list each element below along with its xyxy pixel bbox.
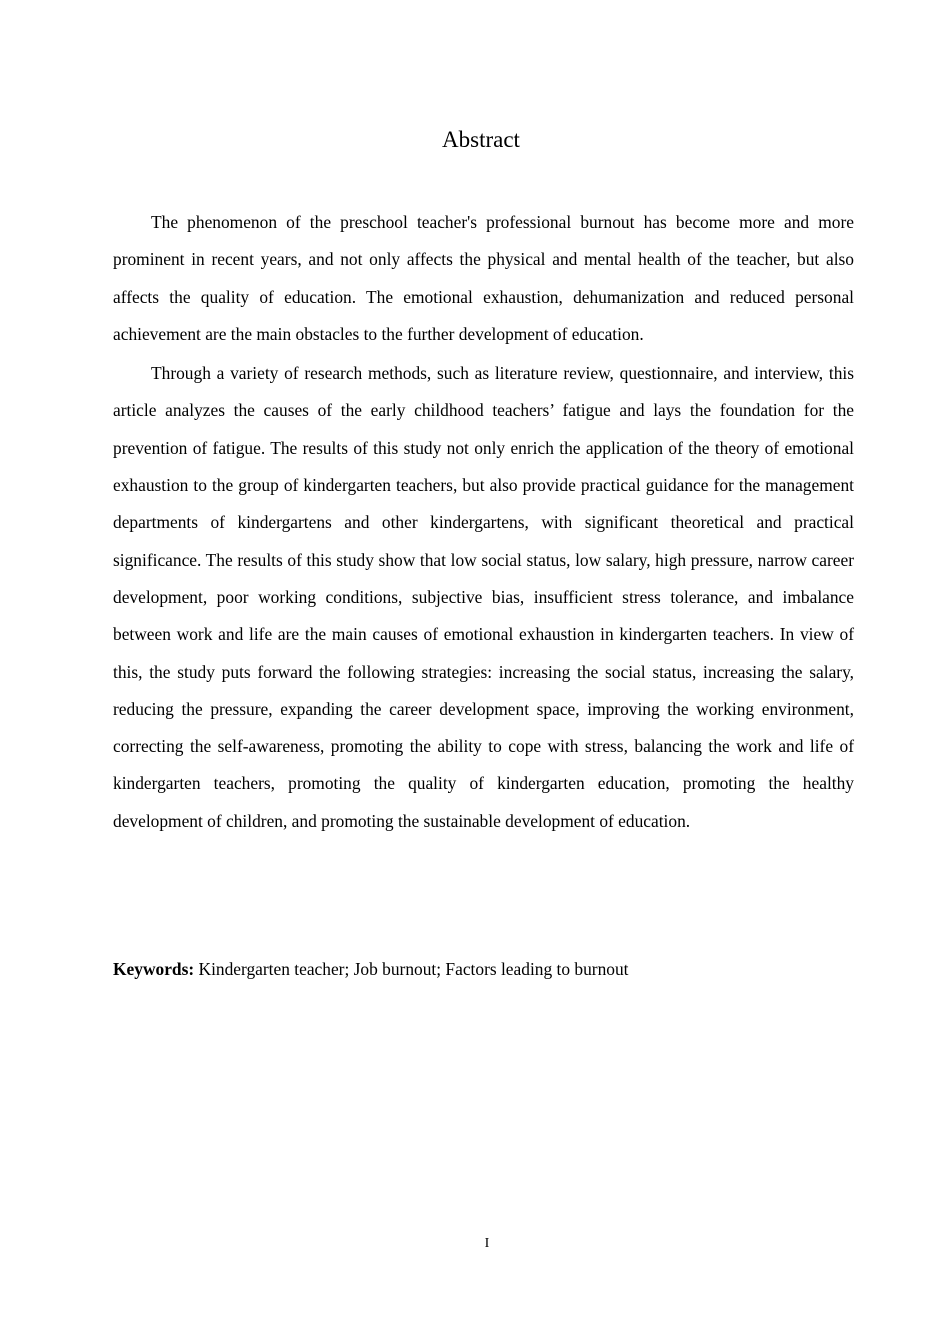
abstract-body — [113, 204, 854, 842]
keywords-line — [113, 954, 854, 984]
abstract-paragraph-2: Through a variety of research methods, such as literature review, questionnaire, and interview, this article analyzes the causes of the early childhood teachers’ fatigue and lays the foundation for the prevention of fatigue. The results of this study not only enrich the application of the theory of emotional exhaustion to the group of kindergarten teachers, but also provide practical guidance for the management departments of kindergartens and other kindergartens, with significant theoretical and practical significance. The results of this study show that low social status, low salary, high pressure, narrow career development, poor working conditions, subjective bias, insufficient stress tolerance, and imbalance between work and life are the main causes of emotional exhaustion in kindergarten teachers. In view of this, the study puts forward the following strategies: increasing the social status, increasing the salary, reducing the pressure, expanding the career development space, improving the working environment, correcting the self-awareness, promoting the ability to cope with stress, balancing the work and life of kindergarten teachers, promoting the quality of kindergarten education, promoting the healthy development of children, and promoting the sustainable development of education. — [113, 363, 854, 831]
keywords-label: Keywords: — [113, 959, 195, 979]
abstract-paragraph-1: The phenomenon of the preschool teacher's professional burnout has become more and more prominent in recent years, and not only affects the physical and mental health of the teacher, but also affects the quality of education. The emotional exhaustion, dehumanization and reduced personal achievement are the main obstacles to the further development of education. — [113, 212, 854, 344]
keywords-text: Kindergarten teacher; Job burnout; Factors leading to burnout — [194, 959, 629, 979]
page-title: Abstract — [442, 127, 520, 152]
page-number: I — [484, 1236, 490, 1251]
